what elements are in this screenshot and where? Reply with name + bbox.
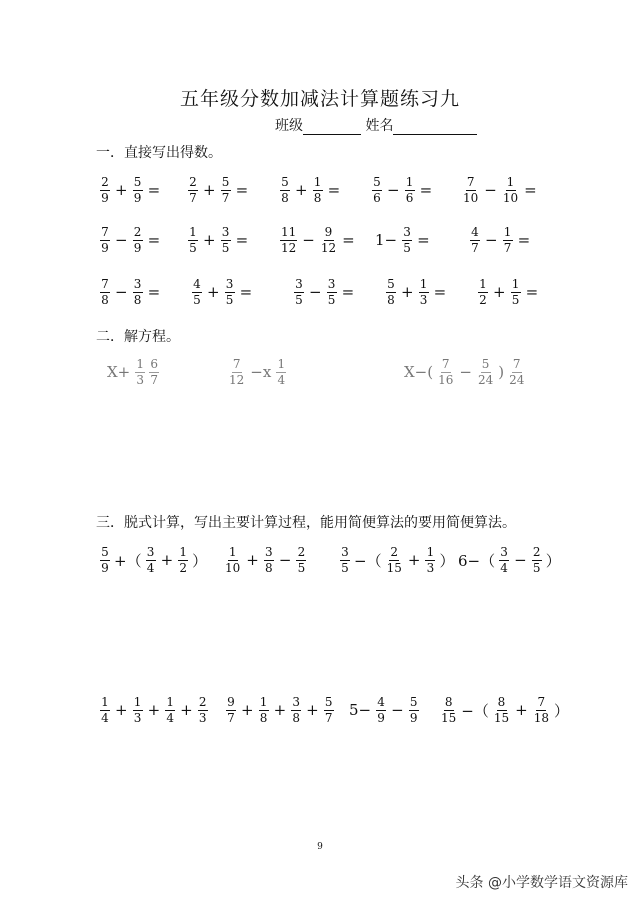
denominator: 5: [189, 240, 197, 255]
class-label: 班级: [275, 118, 303, 134]
denominator: 8: [387, 292, 395, 307]
denominator: 5: [341, 560, 349, 575]
numerator: 3: [292, 695, 300, 709]
numerator: 3: [225, 277, 234, 291]
fraction: [192, 278, 202, 306]
fraction: [462, 176, 479, 204]
numerator: 1: [189, 225, 197, 239]
denominator: 7: [227, 710, 235, 725]
s1-item-6: [98, 226, 163, 254]
denominator: 15: [493, 710, 510, 725]
operator: ）: [192, 551, 208, 570]
denominator: 9: [133, 240, 142, 255]
fraction: [149, 358, 159, 386]
fraction: [188, 176, 198, 204]
name-label: 姓名: [365, 118, 394, 134]
fraction: [511, 278, 521, 306]
operator: =: [433, 283, 447, 302]
denominator: 5: [221, 240, 230, 255]
numerator: 4: [193, 277, 201, 291]
fraction: [502, 176, 519, 204]
fraction: [133, 278, 143, 306]
s1-item-7: [186, 226, 251, 254]
operator: +: [241, 701, 254, 720]
denominator: 4: [146, 560, 155, 575]
s2-equation-1: [104, 358, 161, 386]
numerator: 5: [409, 695, 418, 709]
numerator: 5: [324, 695, 333, 709]
denominator: 8: [292, 710, 300, 725]
fraction: [324, 696, 334, 724]
denominator: 8: [133, 292, 142, 307]
numerator: 2: [297, 545, 306, 559]
fraction: [264, 546, 274, 574]
operator: 1−: [375, 231, 398, 250]
fraction: [100, 546, 110, 574]
denominator: 6: [405, 190, 414, 205]
s1-item-13: [292, 278, 357, 306]
denominator: 8: [101, 292, 109, 307]
numerator: 3: [403, 225, 411, 239]
s3-item-6: [224, 696, 336, 724]
numerator: 2: [101, 175, 109, 189]
fraction: [146, 546, 156, 574]
denominator: 24: [477, 372, 494, 387]
denominator: 10: [463, 190, 479, 205]
numerator: 1: [259, 695, 268, 709]
denominator: 3: [133, 710, 142, 725]
denominator: 3: [136, 372, 145, 387]
operator: =: [147, 283, 161, 302]
numerator: 7: [512, 357, 521, 371]
fraction: [291, 696, 301, 724]
s1-item-14: [384, 278, 449, 306]
name-class-line: [275, 115, 477, 135]
fraction: [493, 696, 510, 724]
operator: ）: [545, 551, 561, 570]
s2-equation-3: [402, 358, 527, 386]
numerator: 3: [221, 225, 230, 239]
operator: −: [115, 231, 128, 250]
s1-item-3: [278, 176, 343, 204]
fraction: [402, 226, 412, 254]
denominator: 4: [166, 710, 174, 725]
numerator: 3: [265, 545, 273, 559]
numerator: 5: [373, 175, 381, 189]
numerator: 7: [441, 357, 450, 371]
denominator: 6: [373, 190, 381, 205]
denominator: 5: [193, 292, 201, 307]
denominator: 5: [327, 292, 336, 307]
denominator: 9: [101, 560, 109, 575]
fraction: [228, 358, 245, 386]
operator: −: [391, 701, 404, 720]
numerator: 2: [133, 225, 142, 239]
numerator: 5: [133, 175, 142, 189]
fraction: [376, 696, 386, 724]
operator: +: [207, 283, 220, 302]
s1-item-2: [186, 176, 251, 204]
fraction: [425, 546, 435, 574]
operator: +: [180, 701, 193, 720]
denominator: 5: [225, 292, 234, 307]
section2-heading: 二．解方程。: [96, 329, 180, 345]
fraction: [372, 176, 382, 204]
operator: =: [147, 181, 161, 200]
operator: =: [235, 231, 249, 250]
numerator: 1: [405, 175, 414, 189]
denominator: 2: [479, 292, 487, 307]
fraction: [296, 546, 306, 574]
fraction: [100, 176, 110, 204]
s1-item-8: [278, 226, 358, 254]
numerator: 5: [221, 175, 230, 189]
denominator: 4: [277, 372, 286, 387]
denominator: 16: [438, 372, 454, 387]
operator: +: [407, 551, 421, 570]
operator: =: [342, 231, 355, 250]
operator: ): [498, 363, 505, 382]
denominator: 18: [533, 710, 549, 725]
fraction: [133, 226, 143, 254]
denominator: 7: [150, 372, 159, 387]
numerator: 2: [390, 545, 399, 559]
operator: −: [484, 181, 497, 200]
numerator: 7: [537, 695, 546, 709]
operator: +: [203, 231, 216, 250]
denominator: 4: [500, 560, 508, 575]
numerator: 1: [419, 277, 428, 291]
s1-item-12: [190, 278, 255, 306]
fraction: [533, 696, 550, 724]
operator: −（: [354, 551, 382, 570]
operator: −: [309, 283, 322, 302]
numerator: 3: [133, 277, 142, 291]
fraction: [405, 176, 415, 204]
s1-item-5: [460, 176, 540, 204]
operator: ）: [439, 551, 455, 570]
fraction: [226, 696, 236, 724]
fraction: [499, 546, 509, 574]
denominator: 9: [409, 710, 418, 725]
operator: −: [278, 551, 292, 570]
numerator: 7: [101, 225, 109, 239]
operator: =: [235, 181, 249, 200]
numerator: 1: [101, 695, 109, 709]
watermark: 头条 @小学数学语文资源库: [455, 875, 628, 891]
denominator: 8: [281, 190, 289, 205]
s1-item-10: [468, 226, 533, 254]
fraction: [221, 176, 231, 204]
denominator: 8: [265, 560, 273, 575]
operator: +: [306, 701, 319, 720]
operator: +: [203, 181, 216, 200]
fraction: [477, 358, 494, 386]
fraction: [276, 358, 286, 386]
fraction: [437, 358, 454, 386]
s3-item-8: [438, 696, 571, 724]
denominator: 5: [511, 292, 520, 307]
section1-heading: 一．直接写出得数。: [96, 145, 222, 161]
denominator: 8: [313, 190, 322, 205]
denominator: 12: [281, 240, 297, 255]
numerator: 1: [136, 357, 145, 371]
s1-item-1: [98, 176, 163, 204]
fraction: [508, 358, 525, 386]
numerator: 7: [232, 357, 241, 371]
operator: =: [327, 181, 341, 200]
denominator: 2: [179, 560, 187, 575]
operator: +: [160, 551, 174, 570]
denominator: 7: [221, 190, 230, 205]
fraction: [386, 546, 403, 574]
denominator: 3: [198, 710, 207, 725]
fraction: [259, 696, 269, 724]
fraction: [188, 226, 198, 254]
denominator: 9: [101, 190, 109, 205]
denominator: 12: [320, 240, 337, 255]
fraction: [221, 226, 231, 254]
fraction: [503, 226, 513, 254]
s1-item-9: [372, 226, 433, 254]
denominator: 10: [225, 560, 241, 575]
operator: =: [525, 283, 539, 302]
operator: −: [387, 181, 400, 200]
denominator: 15: [441, 710, 457, 725]
numerator: 5: [281, 175, 289, 189]
numerator: 1: [426, 545, 435, 559]
denominator: 7: [471, 240, 479, 255]
s3-item-3: [338, 546, 456, 574]
fraction: [100, 278, 110, 306]
numerator: 1: [313, 175, 322, 189]
operator: +: [295, 181, 308, 200]
s3-item-1: [98, 546, 209, 574]
denominator: 4: [101, 710, 109, 725]
numerator: 6: [150, 357, 159, 371]
numerator: 1: [166, 695, 174, 709]
denominator: 9: [377, 710, 385, 725]
operator: ）: [554, 701, 570, 720]
operator: −: [514, 551, 527, 570]
fraction: [327, 278, 337, 306]
numerator: 7: [101, 277, 109, 291]
s3-item-2: [222, 546, 308, 574]
numerator: 2: [532, 545, 541, 559]
fraction: [178, 546, 188, 574]
numerator: 1: [511, 277, 520, 291]
operator: =: [419, 181, 433, 200]
denominator: 8: [259, 710, 268, 725]
numerator: 3: [146, 545, 155, 559]
operator: 6−（: [458, 551, 496, 570]
operator: +: [515, 701, 528, 720]
operator: X−(: [404, 363, 434, 382]
operator: −: [459, 363, 472, 382]
operator: +（: [114, 551, 142, 570]
operator: +: [401, 283, 414, 302]
fraction: [532, 546, 542, 574]
operator: =: [517, 231, 531, 250]
s3-item-5: [98, 696, 210, 724]
operator: =: [147, 231, 161, 250]
fraction: [419, 278, 429, 306]
numerator: 9: [227, 695, 235, 709]
s1-item-11: [98, 278, 163, 306]
operator: +: [493, 283, 506, 302]
numerator: 11: [281, 225, 297, 239]
fraction: [224, 546, 241, 574]
numerator: 3: [341, 545, 349, 559]
fraction: [133, 696, 143, 724]
numerator: 9: [324, 225, 333, 239]
numerator: 1: [503, 225, 512, 239]
denominator: 7: [324, 710, 333, 725]
numerator: 8: [497, 695, 506, 709]
operator: −: [115, 283, 128, 302]
operator: X+: [107, 363, 131, 382]
fraction: [100, 226, 110, 254]
fraction: [135, 358, 145, 386]
operator: −x: [250, 363, 272, 382]
s2-equation-2: [226, 358, 288, 386]
denominator: 15: [386, 560, 402, 575]
numerator: 7: [466, 175, 475, 189]
operator: =: [239, 283, 253, 302]
denominator: 5: [403, 240, 411, 255]
fraction: [225, 278, 235, 306]
fraction: [478, 278, 488, 306]
name-blank[interactable]: [393, 120, 477, 135]
operator: 5−: [349, 701, 372, 720]
operator: =: [524, 181, 537, 200]
fraction: [100, 696, 110, 724]
operator: −: [302, 231, 315, 250]
fraction: [133, 176, 143, 204]
numerator: 2: [189, 175, 197, 189]
operator: +: [115, 181, 128, 200]
operator: −: [485, 231, 498, 250]
numerator: 3: [295, 277, 303, 291]
operator: =: [417, 231, 430, 250]
denominator: 24: [509, 372, 525, 387]
operator: +: [246, 551, 259, 570]
operator: =: [341, 283, 355, 302]
numerator: 3: [500, 545, 508, 559]
numerator: 4: [377, 695, 385, 709]
denominator: 10: [502, 190, 519, 205]
numerator: 1: [277, 357, 286, 371]
numerator: 1: [133, 695, 142, 709]
operator: +: [273, 701, 287, 720]
fraction: [313, 176, 323, 204]
section3-heading: 三．脱式计算，写出主要计算过程，能用简便算法的要用简便算法。: [96, 515, 516, 531]
numerator: 1: [506, 175, 515, 189]
numerator: 2: [198, 695, 207, 709]
numerator: 1: [228, 545, 237, 559]
fraction: [294, 278, 304, 306]
fraction: [386, 278, 396, 306]
operator: −（: [461, 701, 489, 720]
denominator: 5: [295, 292, 303, 307]
numerator: 5: [101, 545, 109, 559]
fraction: [340, 546, 350, 574]
denominator: 3: [426, 560, 435, 575]
numerator: 8: [444, 695, 453, 709]
numerator: 1: [479, 277, 487, 291]
class-blank[interactable]: [303, 120, 361, 135]
denominator: 9: [101, 240, 109, 255]
numerator: 4: [471, 225, 479, 239]
fraction: [440, 696, 457, 724]
s3-item-4: [456, 546, 563, 574]
s1-item-4: [370, 176, 435, 204]
fraction: [280, 226, 297, 254]
s1-item-15: [476, 278, 541, 306]
page-number: 9: [317, 842, 323, 852]
denominator: 7: [189, 190, 197, 205]
numerator: 1: [179, 545, 187, 559]
page-title: 五年级分数加减法计算题练习九: [179, 88, 460, 110]
fraction: [165, 696, 175, 724]
denominator: 9: [133, 190, 142, 205]
denominator: 3: [419, 292, 428, 307]
fraction: [320, 226, 337, 254]
fraction: [198, 696, 208, 724]
s3-item-7: [346, 696, 421, 724]
fraction: [470, 226, 480, 254]
fraction: [409, 696, 419, 724]
denominator: 5: [297, 560, 306, 575]
numerator: 5: [481, 357, 490, 371]
fraction: [280, 176, 290, 204]
denominator: 5: [532, 560, 541, 575]
numerator: 3: [327, 277, 336, 291]
denominator: 12: [229, 372, 245, 387]
denominator: 7: [503, 240, 512, 255]
operator: +: [115, 701, 128, 720]
operator: +: [147, 701, 161, 720]
numerator: 5: [387, 277, 395, 291]
